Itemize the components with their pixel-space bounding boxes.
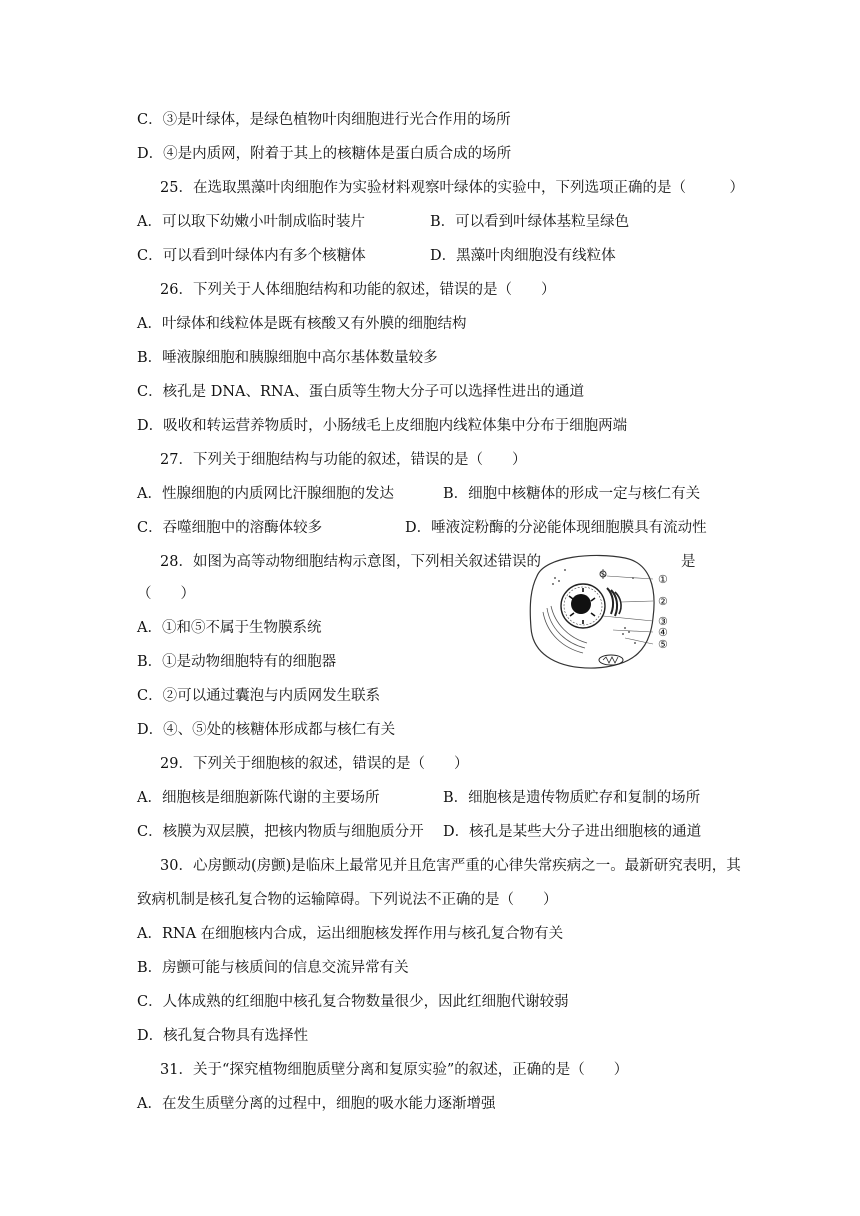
q25-stem: 25．在选取黑藻叶肉细胞作为实验材料观察叶绿体的实验中，下列选项正确的是（ ） (160, 180, 744, 196)
q29-option-d: D．核孔是某些大分子进出细胞核的通道 (443, 824, 702, 840)
q25-option-b: B．可以看到叶绿体基粒呈绿色 (430, 214, 630, 230)
q26-option-c: C．核孔是 DNA、RNA、蛋白质等生物大分子可以选择性进出的通道 (137, 384, 585, 400)
animal-cell-diagram (525, 548, 675, 673)
label-1: ① (658, 573, 668, 586)
q26-stem: 26．下列关于人体细胞结构和功能的叙述，错误的是（ ） (160, 282, 556, 298)
cell-illustration (525, 548, 675, 673)
q26-option-b: B．唾液腺细胞和胰腺细胞中高尔基体数量较多 (137, 350, 438, 366)
q28-option-a: A．①和⑤不属于生物膜系统 (137, 620, 322, 636)
q27-option-d: D．唾液淀粉酶的分泌能体现细胞膜具有流动性 (405, 520, 707, 536)
q25-option-a: A．可以取下幼嫩小叶制成临时装片 (137, 214, 365, 230)
q28-option-d: D．④、⑤处的核糖体形成都与核仁有关 (137, 722, 396, 738)
q30-stem-line1: 30．心房颤动(房颤)是临床上最常见并且危害严重的心律失常疾病之一。最新研究表明，其 (160, 858, 741, 874)
q30-option-b: B．房颤可能与核质间的信息交流异常有关 (137, 960, 409, 976)
q27-option-b: B．细胞中核糖体的形成一定与核仁有关 (443, 486, 701, 502)
label-4: ④ (658, 626, 668, 639)
q29-stem: 29．下列关于细胞核的叙述，错误的是（ ） (160, 756, 469, 772)
q27-option-a: A．性腺细胞的内质网比汗腺细胞的发达 (137, 486, 394, 502)
q28-stem-end: 是 (681, 554, 696, 570)
q28-answer-paren: （ ） (137, 586, 195, 602)
q30-stem-line2: 致病机制是核孔复合物的运输障碍。下列说法不正确的是（ ） (137, 892, 558, 908)
label-2: ② (658, 595, 668, 608)
mitochondrion (599, 655, 623, 665)
q29-option-b: B．细胞核是遗传物质贮存和复制的场所 (443, 790, 701, 806)
q24-option-d: D．④是内质网，附着于其上的核糖体是蛋白质合成的场所 (137, 146, 512, 162)
q30-option-c: C．人体成熟的红细胞中核孔复合物数量很少，因此红细胞代谢较弱 (137, 994, 569, 1010)
q28-option-c: C．②可以通过囊泡与内质网发生联系 (137, 688, 381, 704)
q27-option-c: C．吞噬细胞中的溶酶体较多 (137, 520, 323, 536)
label-3: ③ (658, 615, 668, 628)
q31-option-a: A．在发生质壁分离的过程中，细胞的吸水能力逐渐增强 (137, 1096, 496, 1112)
q30-option-d: D．核孔复合物具有选择性 (137, 1028, 309, 1044)
q28-option-b: B．①是动物细胞特有的细胞器 (137, 654, 337, 670)
q25-option-c: C．可以看到叶绿体内有多个核糖体 (137, 248, 366, 264)
q31-stem: 31．关于“探究植物细胞质壁分离和复原实验”的叙述，正确的是（ ） (160, 1062, 629, 1078)
ribosomes (552, 569, 636, 644)
nucleolus (571, 594, 591, 614)
cell-membrane (530, 555, 654, 668)
q25-option-d: D．黑藻叶肉细胞没有线粒体 (430, 248, 616, 264)
q30-option-a: A．RNA 在细胞核内合成，运出细胞核发挥作用与核孔复合物有关 (137, 926, 564, 942)
q24-option-c: C．③是叶绿体，是绿色植物叶肉细胞进行光合作用的场所 (137, 112, 511, 128)
label-5: ⑤ (658, 638, 668, 651)
q26-option-a: A．叶绿体和线粒体是既有核酸又有外膜的细胞结构 (137, 316, 467, 332)
q29-option-a: A．细胞核是细胞新陈代谢的主要场所 (137, 790, 380, 806)
q26-option-d: D．吸收和转运营养物质时，小肠绒毛上皮细胞内线粒体集中分布于细胞两端 (137, 418, 628, 434)
q27-stem: 27．下列关于细胞结构与功能的叙述，错误的是（ ） (160, 452, 527, 468)
q29-option-c: C．核膜为双层膜，把核内物质与细胞质分开 (137, 824, 424, 840)
q28-stem: 28．如图为高等动物细胞结构示意图，下列相关叙述错误的 (160, 554, 541, 570)
